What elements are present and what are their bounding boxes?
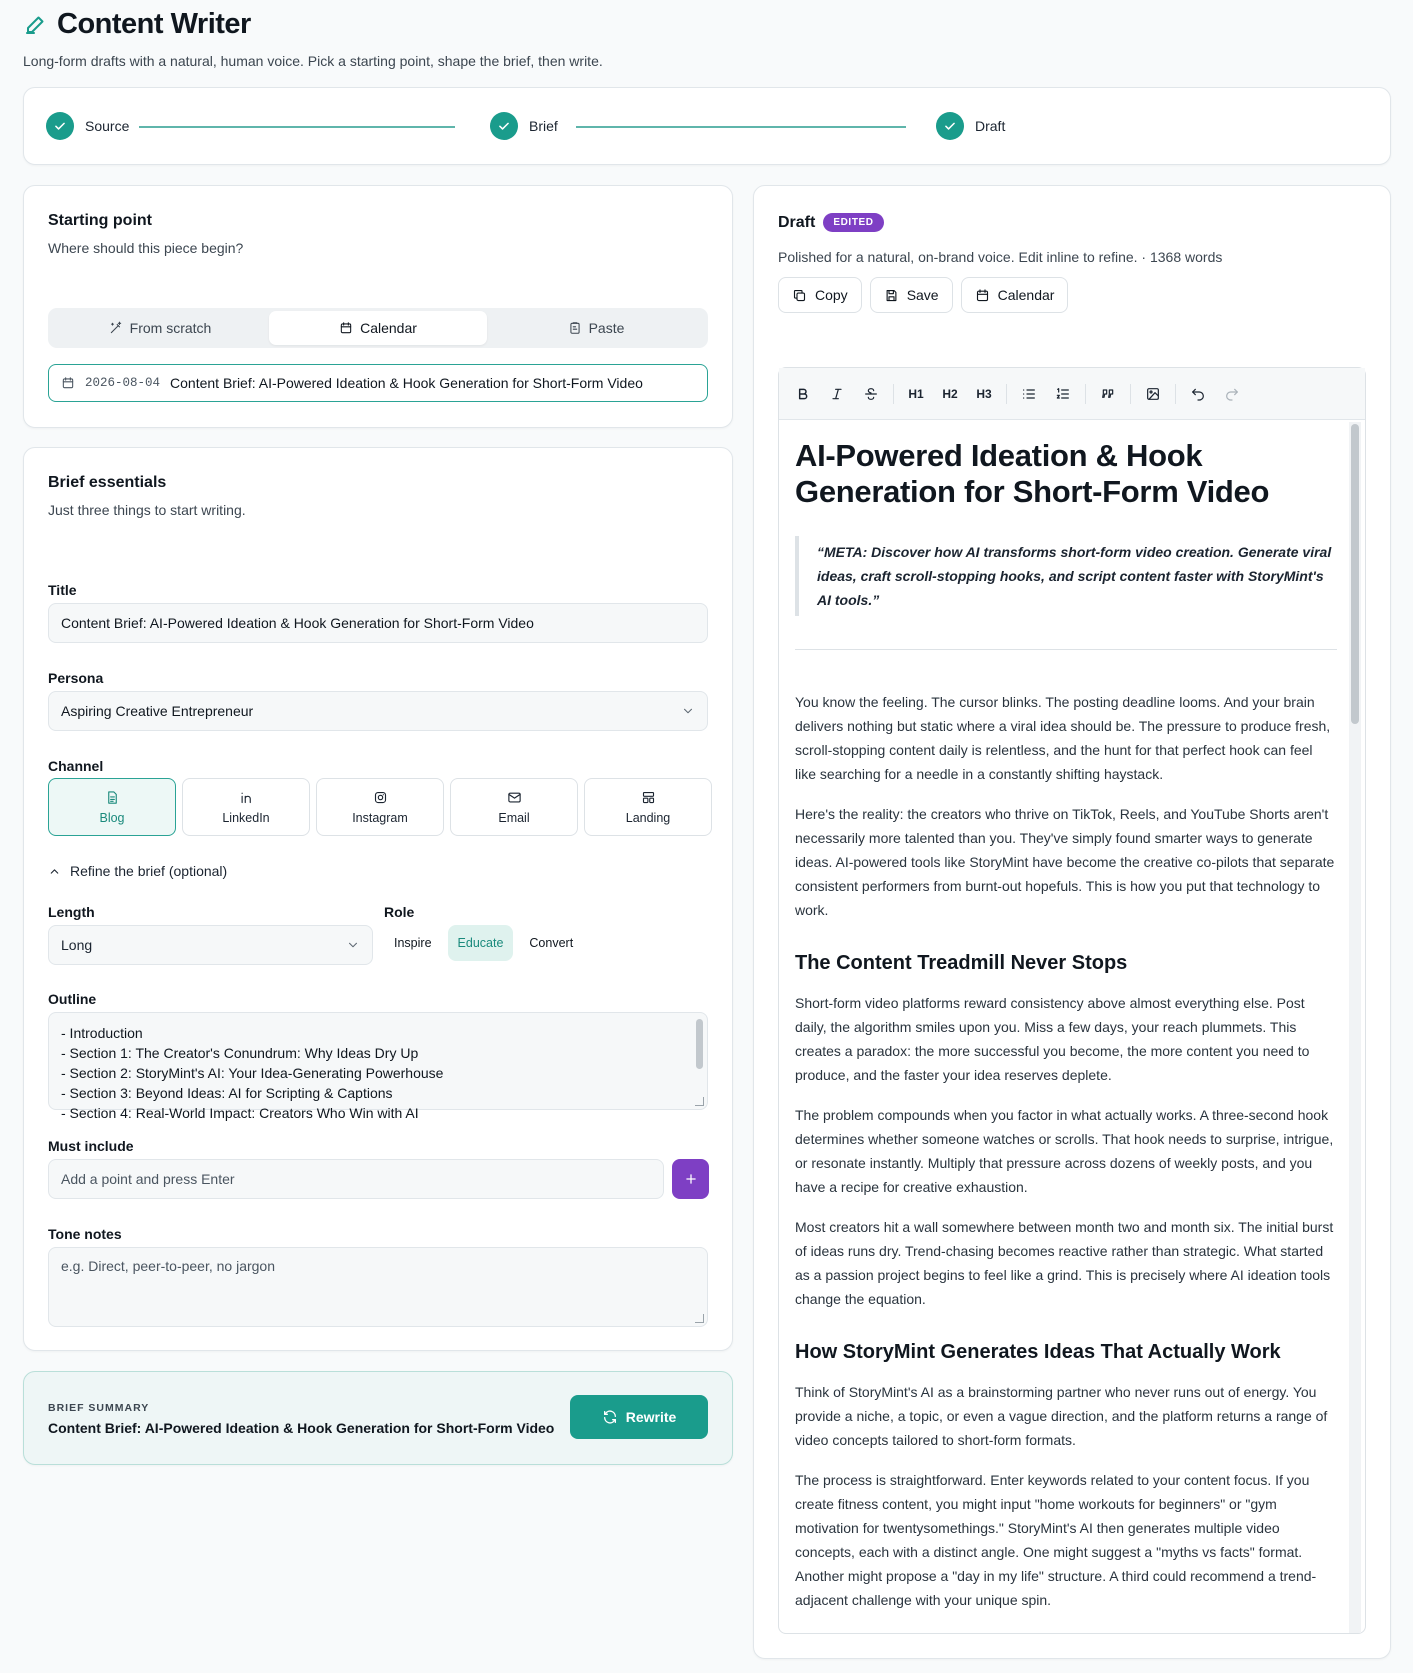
- tone-notes-textarea[interactable]: [48, 1247, 708, 1327]
- chevron-up-icon: [48, 865, 61, 878]
- save-icon: [884, 288, 899, 303]
- copy-button[interactable]: [778, 277, 862, 313]
- brief-subtitle: Just three things to start writing.: [48, 502, 246, 518]
- draft-document[interactable]: [795, 438, 1337, 1628]
- divider: [795, 649, 1337, 650]
- channel-email[interactable]: [450, 778, 578, 836]
- quote-icon[interactable]: [1092, 378, 1124, 410]
- title-label: Title: [48, 582, 77, 598]
- channel-label: Blog: [99, 810, 125, 825]
- app-subtitle: Long-form drafts with a natural, human voice. Pick a starting point, shape the brief, then write.: [23, 53, 603, 69]
- chevron-down-icon: [346, 938, 360, 952]
- step-label: Draft: [975, 118, 1006, 134]
- redo-icon[interactable]: [1216, 378, 1248, 410]
- heading-1-icon[interactable]: H1: [908, 386, 924, 401]
- pencil-icon: [23, 13, 47, 37]
- add-point-button[interactable]: [672, 1159, 709, 1199]
- instagram-icon: [373, 790, 388, 805]
- refine-brief-toggle[interactable]: [48, 863, 227, 879]
- paragraph: Think of StoryMint's AI as a brainstorming partner who never runs out of energy. You provide a niche, a topic, or even a vague direction, and the platform returns a range of video concepts tailored to short-form formats.: [795, 1384, 1328, 1448]
- brief-title: Brief essentials: [48, 474, 167, 491]
- draft-card: [753, 185, 1391, 1659]
- toolbar-divider: [893, 384, 894, 404]
- paragraph: Here's the reality: the creators who thrive on TikTok, Reels, and YouTube Shorts aren't necessarily more talented than you. They've simply found smarter ways to generate ideas. AI-powered tools like StoryMint have become the creative co-pilots that separate consistent performers from burnt-out hopefuls. This is how you put that technology to work.: [795, 806, 1335, 918]
- strikethrough-icon[interactable]: [855, 378, 887, 410]
- section-heading: How StoryMint Generates Ideas That Actually Work: [795, 1341, 1281, 1363]
- tab-label: Paste: [588, 320, 625, 336]
- bullet-list-icon[interactable]: [1013, 378, 1045, 410]
- step-label: Source: [85, 118, 130, 134]
- outline-line: - Section 4: Real-World Impact: Creators Who Win with AI: [61, 1105, 419, 1121]
- channel-label: LinkedIn: [222, 810, 270, 825]
- tab-paste[interactable]: [487, 311, 705, 345]
- starting-point-subtitle: Where should this piece begin?: [48, 240, 244, 256]
- clipboard-icon: [568, 321, 582, 335]
- role-options: [384, 925, 583, 961]
- magic-wand-icon: [109, 321, 123, 335]
- heading-3-icon[interactable]: H3: [976, 386, 992, 401]
- step-connector: [576, 126, 906, 128]
- refine-label: Refine the brief (optional): [70, 863, 228, 879]
- channel-instagram[interactable]: [316, 778, 444, 836]
- persona-value: Aspiring Creative Entrepreneur: [61, 703, 254, 719]
- calendar-item-select[interactable]: [48, 364, 708, 402]
- refresh-icon: [602, 1409, 618, 1425]
- save-button[interactable]: [870, 277, 953, 313]
- paragraph: The problem compounds when you factor in what actually works. A three-second hook determines whether someone watches or scrolls. That hook needs to surprise, intrigue, or resonate instantly. Multiply that pressure across dozens of weekly posts, and you have a recipe for creative exhaustion.: [795, 1107, 1334, 1195]
- rewrite-label: Rewrite: [625, 1409, 677, 1425]
- resize-handle[interactable]: [695, 1314, 704, 1323]
- must-include-label: Must include: [48, 1138, 134, 1154]
- tab-from-scratch[interactable]: [51, 311, 269, 345]
- calendar-icon: [339, 321, 353, 335]
- bold-icon[interactable]: [787, 378, 819, 410]
- step-brief[interactable]: [490, 112, 558, 140]
- summary-text: Content Brief: AI-Powered Ideation & Hook Generation for Short-Form Video: [48, 1420, 555, 1436]
- channel-options: [48, 778, 712, 836]
- toolbar-divider: [1175, 384, 1176, 404]
- draft-title: Draft: [778, 213, 816, 231]
- editor-toolbar: [779, 368, 1365, 420]
- draft-meta: Polished for a natural, on-brand voice. Edit inline to refine. · 1368 words: [778, 249, 1223, 265]
- tab-label: Calendar: [360, 320, 417, 336]
- image-icon[interactable]: [1137, 378, 1169, 410]
- channel-label: Instagram: [352, 810, 408, 825]
- step-draft[interactable]: [936, 112, 1005, 140]
- outline-line: - Section 2: StoryMint's AI: Your Idea-Generating Powerhouse: [61, 1065, 444, 1081]
- role-inspire[interactable]: Inspire: [394, 936, 432, 950]
- numbered-list-icon[interactable]: [1047, 378, 1079, 410]
- rewrite-button[interactable]: [570, 1395, 708, 1439]
- app-title: Content Writer: [57, 8, 251, 40]
- paragraph: You know the feeling. The cursor blinks. The posting deadline looms. And your brain delivers nothing but static where a viral idea should be. The pressure to produce fresh, scroll-stopping content daily is relentless, and the hunt for that perfect hook can feel like searching for a needle in a constantly shifting haystack.: [795, 694, 1331, 782]
- toolbar-divider: [1006, 384, 1007, 404]
- scrollbar-thumb[interactable]: [696, 1019, 703, 1069]
- role-educate[interactable]: Educate: [448, 925, 514, 961]
- check-icon: [46, 112, 74, 140]
- resize-handle[interactable]: [695, 1097, 704, 1106]
- step-source[interactable]: [46, 112, 129, 140]
- step-connector: [139, 126, 455, 128]
- outline-label: Outline: [48, 991, 97, 1007]
- italic-icon[interactable]: [821, 378, 853, 410]
- starting-point-card: [23, 185, 733, 428]
- starting-point-title: Starting point: [48, 212, 152, 229]
- channel-blog[interactable]: [48, 778, 176, 836]
- mail-icon: [507, 790, 522, 805]
- brief-essentials-card: [23, 447, 733, 1351]
- calendar-date: 2026-08-04: [85, 376, 161, 390]
- toolbar-divider: [1085, 384, 1086, 404]
- title-input[interactable]: Content Brief: AI-Powered Ideation & Hook Generation for Short-Form Video: [48, 603, 708, 643]
- channel-label: Landing: [625, 810, 671, 825]
- meta-quote: “META: Discover how AI transforms short-form video creation. Generate viral ideas, craft scroll-stopping hooks, and script content faster with StoryMint's AI tools.”: [795, 536, 1337, 616]
- calendar-button[interactable]: [961, 277, 1069, 313]
- tone-label: Tone notes: [48, 1226, 122, 1242]
- paragraph: Short-form video platforms reward consistency above almost everything else. Post daily, the algorithm smiles upon you. Miss a few days, your reach plummets. This creates a paradox: the more successful you become, the more content you need to produce, and the faster your idea reserves deplete.: [795, 995, 1310, 1083]
- check-icon: [936, 112, 964, 140]
- persona-select[interactable]: [48, 691, 708, 731]
- role-label: Role: [384, 904, 415, 920]
- must-include-input[interactable]: [48, 1159, 664, 1199]
- toolbar-divider: [1130, 384, 1131, 404]
- length-label: Length: [48, 904, 95, 920]
- outline-line: - Introduction: [61, 1025, 143, 1041]
- draft-actions: [778, 277, 1366, 313]
- page-header: [23, 8, 603, 69]
- calendar-icon: [975, 288, 990, 303]
- source-tabs: [48, 308, 708, 348]
- step-label: Brief: [529, 118, 558, 134]
- document-icon: [105, 790, 120, 805]
- paragraph: Most creators hit a wall somewhere between month two and month six. The initial burst of ideas runs dry. Trend-chasing becomes reactive rather than strategic. What started as a passion project begins to feel like a grind. This is precisely where AI ideation tools change the equation.: [795, 1219, 1334, 1307]
- paragraph: The process is straightforward. Enter keywords related to your content focus. If you create fitness content, you might input "home workouts for beginners" or "gym motivation for twentysomethings." StoryMint's AI then generates multiple video concepts, each with a distinct angle. One might suggest a "myths vs facts" format. Another might propose a "day in my life" structure. A third could recommend a trend-adjacent challenge with your unique spin.: [795, 1472, 1317, 1608]
- channel-label: Email: [498, 810, 530, 825]
- outline-line: - Section 3: Beyond Ideas: AI for Scripting & Captions: [61, 1085, 393, 1101]
- tone-placeholder: e.g. Direct, peer-to-peer, no jargon: [61, 1258, 276, 1274]
- tab-label: From scratch: [129, 320, 212, 336]
- channel-label: Channel: [48, 758, 104, 774]
- layout-icon: [641, 790, 656, 805]
- doc-heading: AI-Powered Ideation & Hook Generation for Short-Form Video: [795, 438, 1270, 509]
- summary-label: BRIEF SUMMARY: [48, 1402, 150, 1414]
- role-convert[interactable]: Convert: [529, 936, 574, 950]
- calendar-icon: [61, 376, 75, 390]
- length-value: Long: [61, 937, 93, 953]
- channel-landing[interactable]: [584, 778, 712, 836]
- calendar-item-title: Content Brief: AI-Powered Ideation & Hook Generation for Short-Form Video: [170, 375, 643, 391]
- copy-label: Copy: [815, 287, 848, 303]
- rich-text-editor: [778, 367, 1366, 1634]
- persona-label: Persona: [48, 670, 104, 686]
- save-label: Save: [906, 287, 939, 303]
- outline-textarea[interactable]: [48, 1012, 708, 1121]
- length-select[interactable]: [48, 925, 373, 965]
- undo-icon[interactable]: [1182, 378, 1214, 410]
- copy-icon: [792, 288, 807, 303]
- must-include-placeholder: Add a point and press Enter: [61, 1171, 235, 1187]
- channel-linkedin[interactable]: [182, 778, 310, 836]
- heading-2-icon[interactable]: H2: [942, 386, 958, 401]
- tab-calendar[interactable]: [269, 311, 487, 345]
- section-heading: The Content Treadmill Never Stops: [795, 952, 1128, 974]
- chevron-down-icon: [681, 704, 695, 718]
- outline-line: - Section 1: The Creator's Conundrum: Why Ideas Dry Up: [61, 1045, 419, 1061]
- stepper: [23, 87, 1391, 165]
- brief-summary-bar: [23, 1371, 733, 1465]
- editor-scrollbar-thumb[interactable]: [1351, 424, 1359, 724]
- plus-icon: [684, 1172, 698, 1186]
- check-icon: [490, 112, 518, 140]
- linkedin-icon: [239, 790, 254, 805]
- calendar-label: Calendar: [997, 287, 1055, 303]
- edited-badge: EDITED: [823, 213, 883, 232]
